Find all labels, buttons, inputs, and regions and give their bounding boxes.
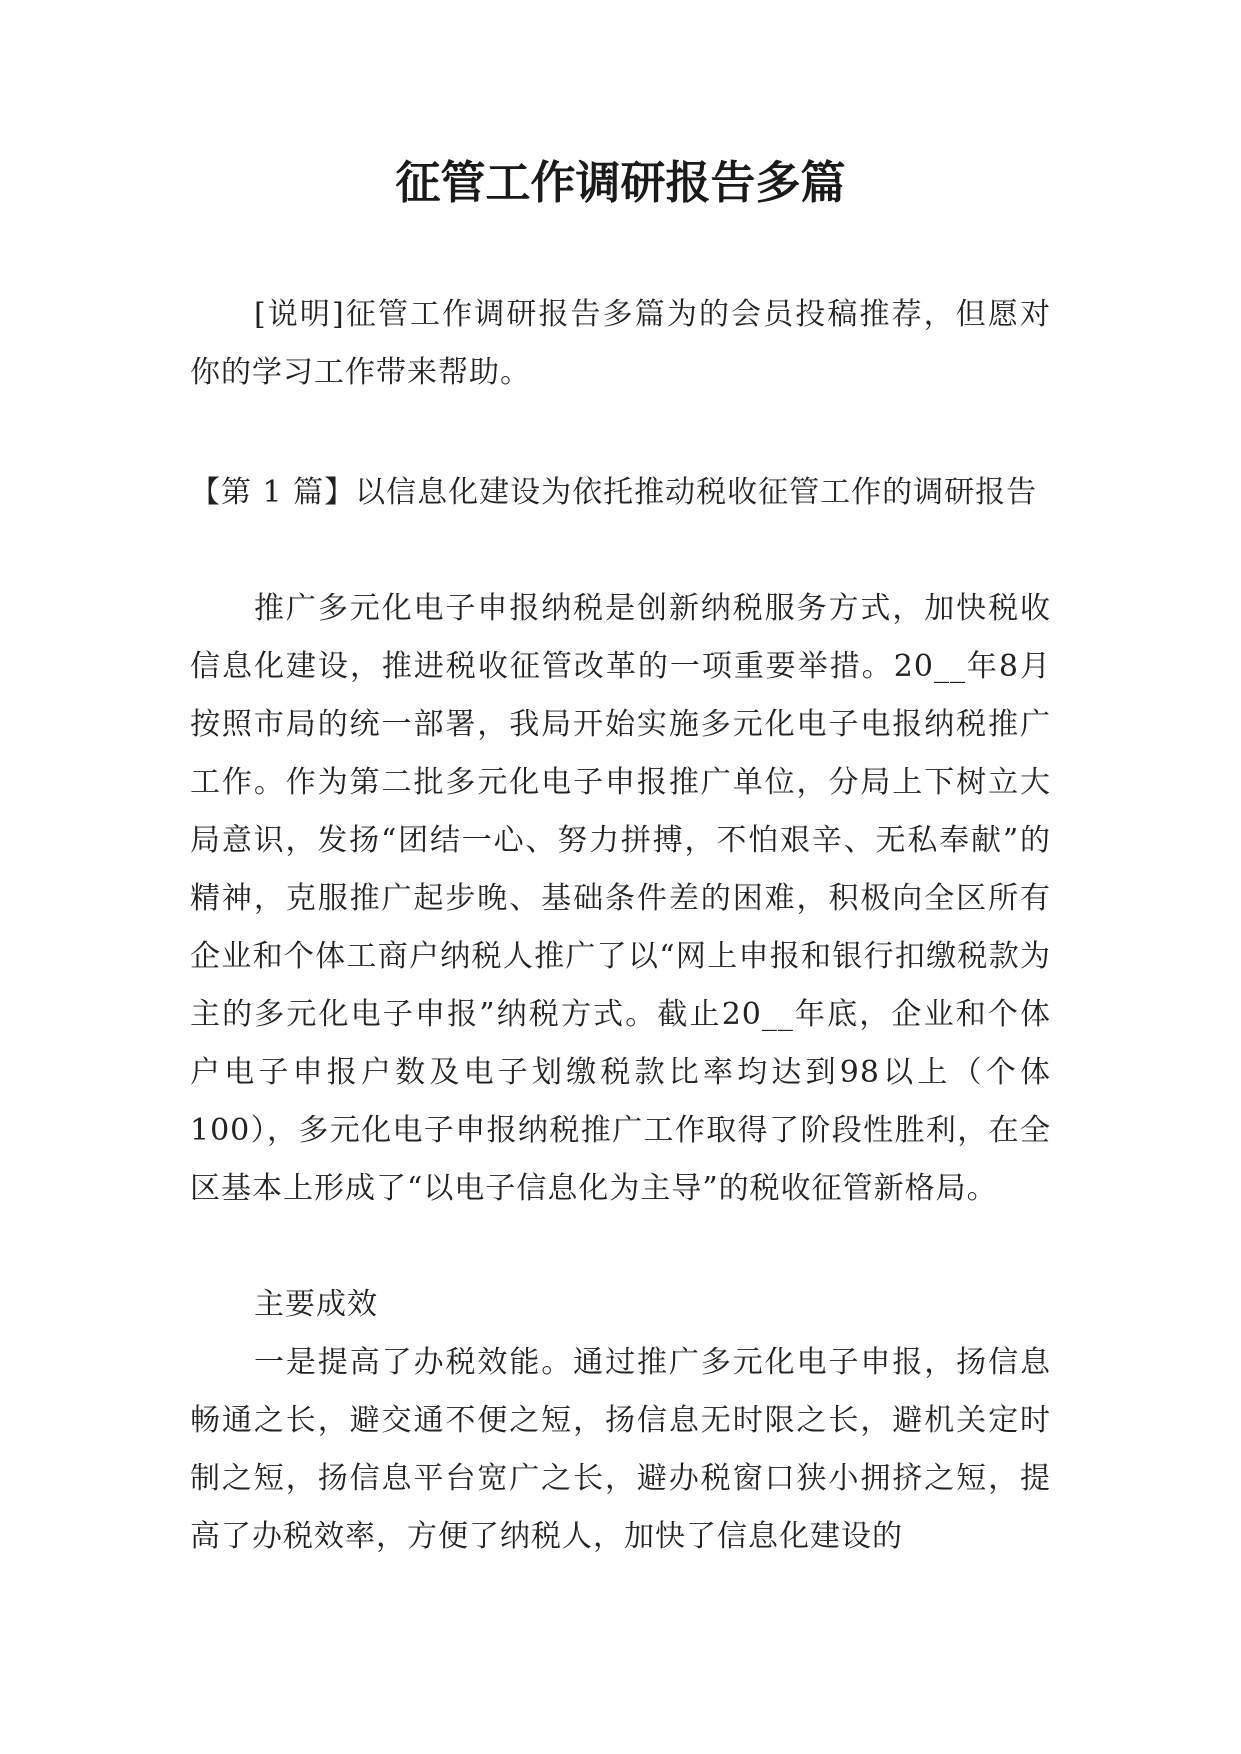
- intro-paragraph: 推广多元化电子申报纳税是创新纳税服务方式，加快税收信息化建设，推进税收征管改革的一项重要举措。20__年8月按照市局的统一部署，我局开始实施多元化电子电报纳税推广工作。作为第二批多元化电子申报推广单位，分局上下树立大局意识，发扬“团结一心、努力拼搏，不怕艰辛、无私奉献”的精神，克服推广起步晚、基础条件差的困难，积极向全区所有企业和个体工商户纳税人推广了以“网上申报和银行扣缴税款为主的多元化电子申报”纳税方式。截止20__年底，企业和个体户电子申报户数及电子划缴税款比率均达到98以上（个体100），多元化电子申报纳税推广工作取得了阶段性胜利，在全区基本上形成了“以电子信息化为主导”的税收征管新格局。: [190, 591, 1051, 1206]
- point-one-paragraph: 一是提高了办税效能。通过推广多元化电子申报，扬信息畅通之长，避交通不便之短，扬信息无时限之长，避机关定时制之短，扬信息平台宽广之长，避办税窗口狭小拥挤之短，提高了办税效率，方便了纳税人，加快了信息化建设的: [190, 1345, 1051, 1554]
- section-heading: 主要成效: [254, 1287, 378, 1322]
- document-title: 征管工作调研报告多篇: [395, 156, 846, 209]
- chapter-heading: 【第 1 篇】以信息化建设为依托推动税收征管工作的调研报告: [190, 475, 1038, 510]
- explanation-note: [说明]征管工作调研报告多篇为的会员投稿推荐，但愿对你的学习工作带来帮助。: [190, 297, 1051, 390]
